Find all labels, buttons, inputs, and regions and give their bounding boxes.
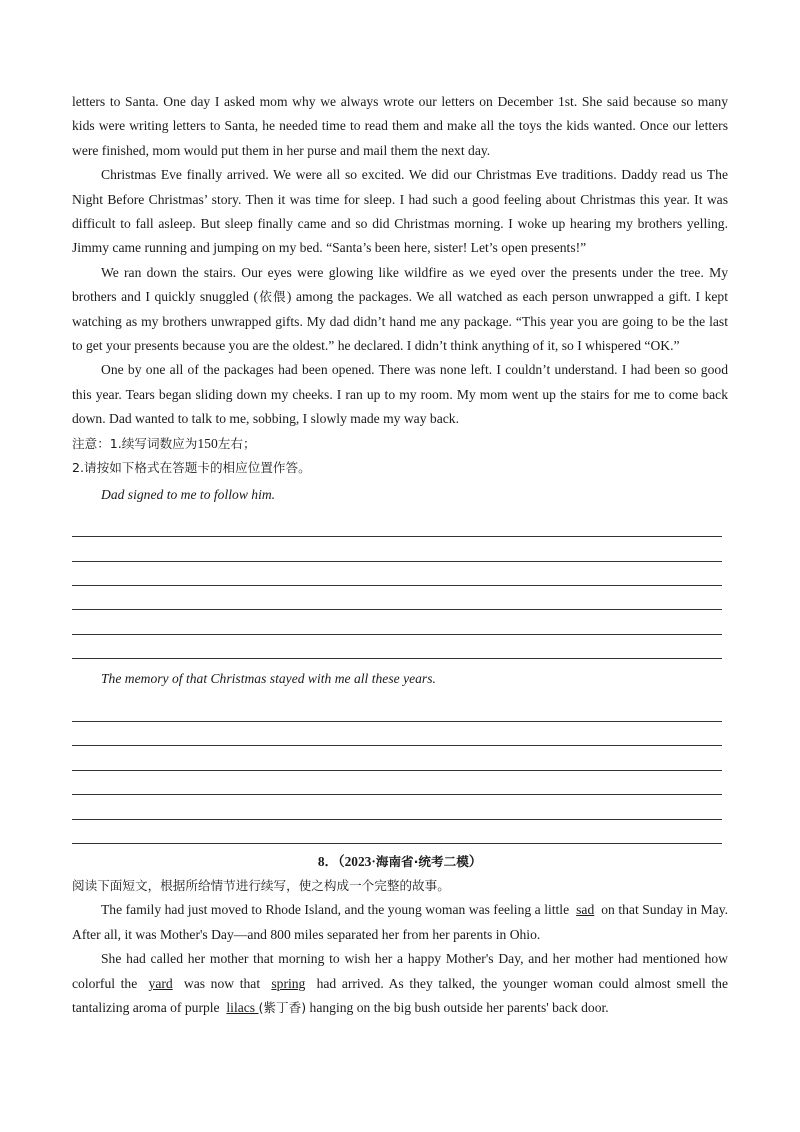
note-answer-format: 2.请按如下格式在答题卡的相应位置作答。 — [72, 460, 311, 476]
underlined-word-sad: sad — [576, 902, 595, 918]
note-1-prefix: 注意：1.续写词数应为 — [72, 435, 198, 451]
answer-line[interactable] — [72, 586, 722, 610]
answer-line[interactable] — [72, 771, 722, 795]
answer-line[interactable] — [72, 610, 722, 634]
chinese-gloss-lilacs: (紫丁香) — [258, 1000, 307, 1016]
answer-line[interactable] — [72, 746, 722, 770]
q8-p2-part-a: She had called her mother that morning to wish her a happy Mother's Day, and her mother had mentioned how colorful the — [72, 951, 728, 991]
document-page — [72, 90, 728, 1020]
q8-p1-part-b: on that Sunday in May. After all, it was Mother's Day—and 800 miles separated her from her parents in Ohio. — [72, 902, 729, 942]
answer-line[interactable] — [72, 698, 722, 722]
note-word-count — [72, 432, 728, 456]
story-paragraph-4: One by one all of the packages had been opened. There was none left. I couldn’t understand. I had been so good this year. Tears began sliding down my cheeks. I ran up to my room. My mom went up the stairs for me to come back down. Dad wanted to talk to me, sobbing, I slowly made my way back. — [72, 362, 728, 427]
question-8-paragraph-1 — [72, 898, 728, 947]
q8-p2-part-c: had arrived. As they talked, the younger woman could almost smell the tantalizing aroma of purple — [72, 975, 729, 1016]
note-1-suffix: 左右； — [217, 435, 256, 451]
question-8-paragraph-2 — [72, 947, 728, 1020]
q8-p2-part-b: was now that — [183, 975, 261, 991]
question-8-source: 海南省·统考二模 — [375, 854, 469, 869]
answer-line[interactable] — [72, 820, 722, 844]
underlined-word-yard: yard — [148, 975, 173, 991]
continuation-prompt-2: The memory of that Christmas stayed with me all these years. — [101, 671, 436, 687]
question-8-number: 8．（2023· — [317, 854, 376, 869]
answer-line[interactable] — [72, 513, 722, 537]
story-paragraph-3-part-a: We ran down the stairs. Our eyes were glowing like wildfire as we eyed over the presents under the tree. My brothers and I quickly snuggled ( — [72, 264, 728, 305]
q8-p2-part-d: hanging on the big bush outside her parents' back door. — [309, 1000, 609, 1016]
continuation-prompt-1: Dad signed to me to follow him. — [101, 486, 276, 502]
q8-p1-part-a: The family had just moved to Rhode Island, and the young woman was feeling a little — [101, 902, 570, 918]
story-paragraph-1: letters to Santa. One day I asked mom why we always wrote our letters on December 1st. She said because so many kids were writing letters to Santa, he needed time to read them and make all the toys the kids wanted. Once our letters were finished, mom would put them in her purse and mail them the next day. — [72, 94, 728, 158]
chinese-gloss-snuggled: 依偎 — [258, 289, 287, 305]
story-paragraph-2: Christmas Eve finally arrived. We were all so excited. We did our Christmas Eve traditions. Daddy read us The Night Before Christmas’ story. Then it was time for sleep. I had such a good feeling about Christmas this year. It was difficult to fall asleep. But sleep finally came and so did Christmas morning. I woke up hearing my brothers yelling. Jimmy came running and jumping on my bed. “Santa’s been here, sister! Let’s open presents!” — [72, 167, 728, 256]
story-paragraph-3-part-b: ) among the packages. We all watched as each person unwrapped a gift. I kept watching as my brothers unwrapped gifts. My dad didn’t hand me any package. “This year you are going to be the last to get your presents because you are the oldest.” he declared. I didn’t think anything of it, so I whispered “OK.” — [72, 289, 729, 354]
answer-line[interactable] — [72, 795, 722, 819]
note-1-number: 150 — [197, 435, 218, 451]
answer-line[interactable] — [72, 635, 722, 659]
answer-line[interactable] — [72, 722, 722, 746]
question-8-instruction: 阅读下面短文，根据所给情节进行续写，使之构成一个完整的故事。 — [72, 878, 450, 893]
answer-line[interactable] — [72, 537, 722, 561]
underlined-word-lilacs: lilacs — [226, 1000, 256, 1016]
answer-lines-1 — [72, 513, 728, 659]
question-8-title-end: ） — [468, 854, 483, 869]
story-paragraph-3 — [72, 261, 728, 359]
question-8-title — [72, 850, 728, 874]
underlined-word-spring: spring — [271, 975, 306, 991]
answer-lines-2 — [72, 698, 728, 844]
answer-line[interactable] — [72, 562, 722, 586]
